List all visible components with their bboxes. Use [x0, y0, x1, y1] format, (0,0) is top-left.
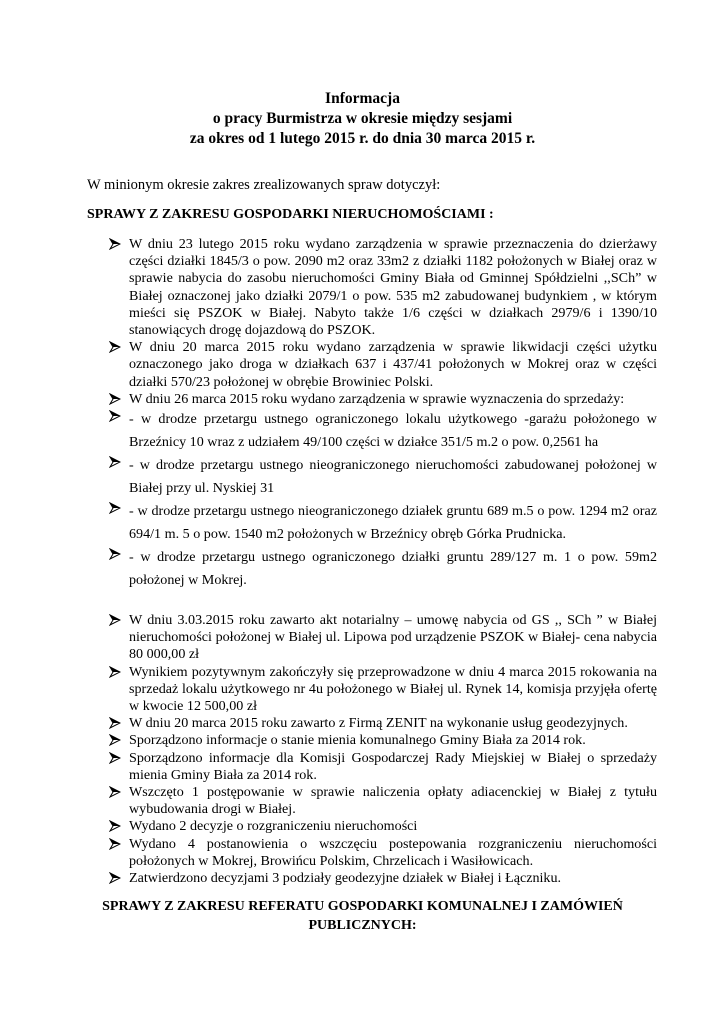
arrow-bullet-icon: [109, 341, 121, 353]
arrow-bullet-icon: [109, 872, 121, 884]
arrow-bullet-icon: [109, 717, 121, 729]
list-item: Zatwierdzono decyzjami 3 podziały geodezyjne działek w Białej i Łączniku.: [87, 870, 657, 887]
list-item: Wydano 4 postanowienia o wszczęciu postepowania rozgraniczeniu nieruchomości położonych w Mokrej, Browińcu Polskim, Chrzelicach i Wasiłowicach.: [87, 836, 657, 870]
arrow-bullet-icon: [109, 502, 121, 514]
arrow-bullet-icon: [109, 393, 121, 405]
intro-text: W minionym okresie zakres zrealizowanych spraw dotyczył:: [87, 177, 441, 193]
arrow-bullet-icon: [109, 820, 121, 832]
arrow-bullet-icon: [109, 786, 121, 798]
list-item: W dniu 20 marca 2015 roku zawarto z Firmą ZENIT na wykonanie usług geodezyjnych.: [87, 715, 657, 732]
list-item: - w drodze przetargu ustnego nieograniczonego działek gruntu 689 m.5 o pow. 1294 m2 oraz 694/1 m. 5 o pow. 1540 m2 położonych w Brzeźnicy obręb Górka Prudnicka.: [87, 500, 657, 546]
arrow-bullet-icon: [109, 752, 121, 764]
list-item: Wszczęto 1 postępowanie w sprawie naliczenia opłaty adiacenckiej w Białej z tytułu wybudowania drogi w Białej.: [87, 784, 657, 818]
title-line-2: o pracy Burmistrza w okresie między sesjami: [212, 110, 513, 127]
list-item: - w drodze przetargu ustnego nieograniczonego nieruchomości zabudowanej położonej w Białej przy ul. Nyskiej 31: [87, 454, 657, 500]
real-estate-list: [87, 236, 657, 887]
title-line-3: za okres od 1 lutego 2015 r. do dnia 30 marca 2015 r.: [189, 130, 536, 147]
arrow-bullet-icon: [109, 548, 121, 560]
arrow-bullet-icon: [109, 456, 121, 468]
list-item: W dniu 20 marca 2015 roku wydano zarządzenia w sprawie likwidacji części użytku oznaczonego jako droga w działkach 637 i 437/41 położonych w Mokrej oraz w części działki 570/23 położonej w obrębie Browiniec Polski.: [87, 339, 657, 391]
document-title: [0, 89, 725, 149]
arrow-bullet-icon: [109, 410, 121, 422]
list-item: Sporządzono informacje dla Komisji Gospodarczej Rady Miejskiej w Białej o sprzedaży mienia Gminy Biała za 2014 rok.: [87, 750, 657, 784]
list-item: W dniu 3.03.2015 roku zawarto akt notarialny – umowę nabycia od GS ,, SCh ” w Białej nieruchomości położonej w Białej ul. Lipowa pod urządzenie PSZOK w Białej- cena nabycia 80 000,00 zł: [87, 612, 657, 664]
list-item: - w drodze przetargu ustnego ograniczonego lokalu użytkowego -garażu położonego w Brzeźnicy 10 wraz z udziałem 49/100 części w działce 351/5 m.2 o pow. 0,2561 ha: [87, 408, 657, 454]
arrow-bullet-icon: [109, 666, 121, 678]
list-item: W dniu 23 lutego 2015 roku wydano zarządzenia w sprawie przeznaczenia do dzierżawy części działki 1845/3 o pow. 2090 m2 oraz 33m2 z działki 1182 położonych w Białej oraz w sprawie nabycia do zasobu nieruchomości Gminy Biała od Gminnej Spółdzielni ,,SCh” w Białej oznaczonej jako działki 2079/1 o pow. 535 m2 zabudowanej budynkiem , w którym mieści się PSZOK w Białej. Nabyto także 1/6 części w działkach 2979/6 i 1390/10 stanowiących drogę dojazdową do PSZOK.: [87, 236, 657, 339]
section-heading-real-estate: SPRAWY Z ZAKRESU GOSPODARKI NIERUCHOMOŚCIAMI :: [87, 207, 494, 222]
list-item: W dniu 26 marca 2015 roku wydano zarządzenia w sprawie wyznaczenia do sprzedaży:: [87, 391, 657, 408]
arrow-bullet-icon: [109, 734, 121, 746]
list-item: - w drodze przetargu ustnego ograniczonego działki gruntu 289/127 m. 1 o pow. 59m2 położonej w Mokrej.: [87, 546, 657, 592]
list-item: Wydano 2 decyzje o rozgraniczeniu nieruchomości: [87, 818, 657, 835]
title-line-1: Informacja: [325, 90, 400, 107]
arrow-bullet-icon: [109, 614, 121, 626]
arrow-bullet-icon: [109, 838, 121, 850]
section-heading-communal: SPRAWY Z ZAKRESU REFERATU GOSPODARKI KOMUNALNEJ I ZAMÓWIEŃ PUBLICZNYCH:: [102, 899, 623, 933]
list-item: Sporządzono informacje o stanie mienia komunalnego Gminy Biała za 2014 rok.: [87, 732, 657, 749]
arrow-bullet-icon: [109, 238, 121, 250]
list-item: Wynikiem pozytywnym zakończyły się przeprowadzone w dniu 4 marca 2015 rokowania na sprzedaż lokalu użytkowego nr 4u położonego w Białej ul. Rynek 14, komisja przyjęła ofertę w kwocie 12 500,00 zł: [87, 664, 657, 716]
